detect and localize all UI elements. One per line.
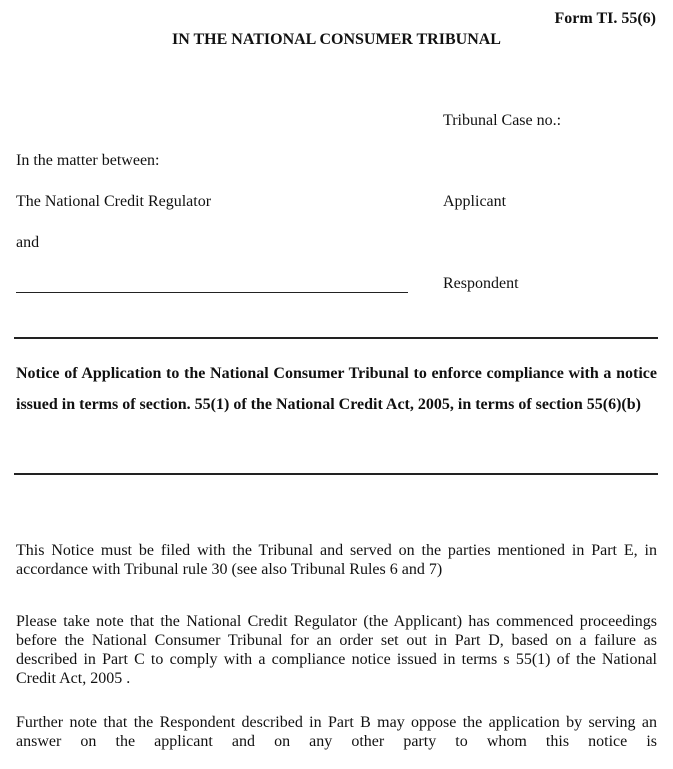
paragraph-opposition: Further note that the Respondent described in Part B may oppose the application by serving an answer on the applicant and on any other party to whom this notice is bbox=[16, 714, 657, 750]
respondent-role-label: Respondent bbox=[443, 275, 519, 292]
matter-between-label: In the matter between: bbox=[16, 152, 160, 169]
applicant-name: The National Credit Regulator bbox=[16, 193, 212, 210]
respondent-name-blank-line bbox=[16, 292, 408, 293]
case-number-label: Tribunal Case no.: bbox=[443, 112, 562, 129]
paragraph-filing: This Notice must be filed with the Tribunal and served on the parties mentioned in Part E, in accordance with Tribunal rule 30 (see also Tribunal Rules 6 and 7) bbox=[16, 542, 657, 578]
top-divider bbox=[14, 337, 658, 339]
form-number: Form TI. 55(6) bbox=[554, 10, 656, 27]
and-label: and bbox=[16, 234, 40, 251]
notice-title: Notice of Application to the National Consumer Tribunal to enforce compliance with a notice issued in terms of section. 55(1) of the National Credit Act, 2005, in terms of section 55(6)(b) bbox=[16, 365, 657, 413]
bottom-divider bbox=[14, 473, 658, 475]
tribunal-title: IN THE NATIONAL CONSUMER TRIBUNAL bbox=[172, 31, 501, 48]
paragraph-proceedings: Please take note that the National Credit Regulator (the Applicant) has commenced proceedings before the National Consumer Tribunal for an order set out in Part D, based on a failure as described in Part C to comply with a compliance notice issued in terms s 55(1) of the National Credit Act, 2005 . bbox=[16, 613, 657, 687]
applicant-role-label: Applicant bbox=[443, 193, 507, 210]
